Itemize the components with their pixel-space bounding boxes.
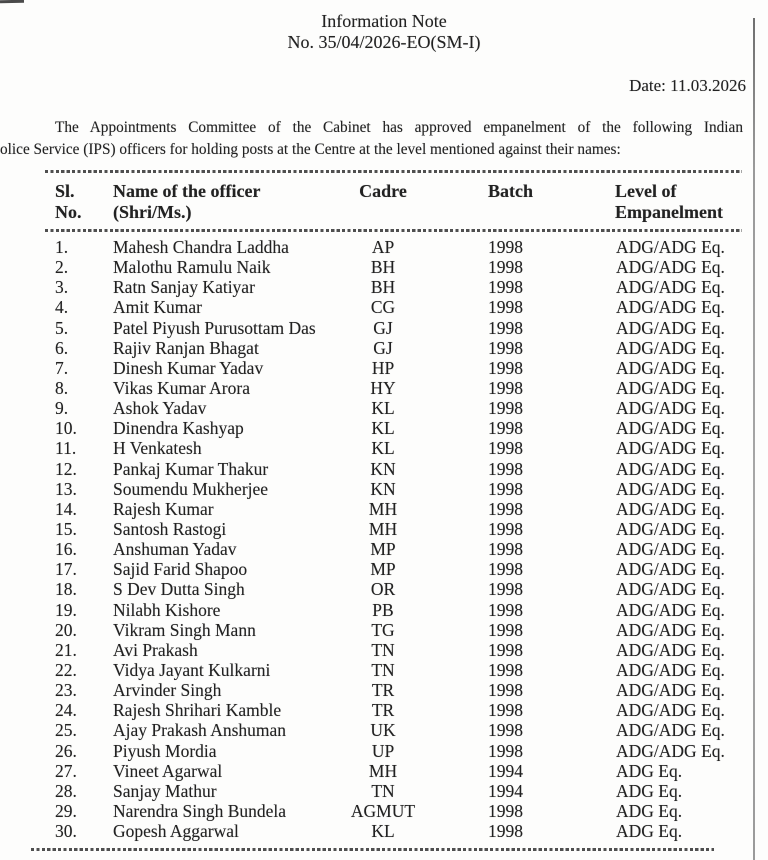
header-sl-line1: Sl. bbox=[55, 181, 75, 201]
row-officer-name: Vikas Kumar Arora bbox=[113, 377, 250, 398]
row-batch: 1998 bbox=[488, 478, 523, 499]
row-empanelment-level: ADG/ADG Eq. bbox=[616, 317, 725, 338]
table-row bbox=[0, 640, 768, 660]
row-cadre: TG bbox=[371, 619, 395, 640]
row-batch: 1998 bbox=[488, 257, 523, 278]
table-row bbox=[0, 479, 768, 499]
row-cadre: AGMUT bbox=[350, 800, 416, 821]
row-cadre: HY bbox=[370, 377, 396, 398]
row-empanelment-level: ADG/ADG Eq. bbox=[616, 297, 725, 318]
row-sl-no: 16. bbox=[55, 539, 77, 560]
table-row bbox=[0, 257, 768, 277]
row-sl-no: 6. bbox=[55, 337, 69, 358]
row-empanelment-level: ADG/ADG Eq. bbox=[616, 599, 725, 620]
row-cadre: TN bbox=[371, 780, 395, 801]
row-batch: 1998 bbox=[488, 700, 523, 721]
row-empanelment-level: ADG/ADG Eq. bbox=[616, 398, 725, 419]
row-batch: 1998 bbox=[488, 357, 523, 378]
row-empanelment-level: ADG/ADG Eq. bbox=[616, 257, 725, 278]
row-officer-name: Malothu Ramulu Naik bbox=[113, 257, 271, 278]
row-empanelment-level: ADG/ADG Eq. bbox=[616, 478, 725, 499]
row-empanelment-level: ADG/ADG Eq. bbox=[616, 458, 725, 479]
row-officer-name: Pankaj Kumar Thakur bbox=[113, 458, 269, 479]
document-date: Date: 11.03.2026 bbox=[629, 76, 746, 95]
row-cadre: MH bbox=[368, 760, 398, 781]
row-sl-no: 7. bbox=[55, 357, 69, 378]
row-officer-name: Narendra Singh Bundela bbox=[113, 800, 287, 821]
row-sl-no: 22. bbox=[55, 659, 77, 680]
row-cadre: AP bbox=[371, 237, 395, 257]
row-sl-no: 13. bbox=[55, 478, 77, 499]
row-cadre: MP bbox=[370, 559, 396, 580]
row-batch: 1994 bbox=[488, 760, 523, 781]
table-row bbox=[0, 559, 768, 579]
row-cadre: HP bbox=[371, 357, 395, 378]
row-sl-no: 28. bbox=[55, 780, 77, 801]
row-empanelment-level: ADG/ADG Eq. bbox=[616, 619, 725, 640]
row-sl-no: 17. bbox=[55, 559, 77, 580]
row-sl-no: 11. bbox=[55, 438, 77, 459]
row-sl-no: 26. bbox=[55, 740, 77, 761]
row-cadre: TN bbox=[371, 639, 395, 660]
row-batch: 1998 bbox=[488, 639, 523, 660]
row-sl-no: 10. bbox=[55, 418, 77, 439]
row-batch: 1998 bbox=[488, 821, 523, 842]
row-batch: 1998 bbox=[488, 518, 523, 539]
row-cadre: PB bbox=[372, 599, 394, 620]
header-sl-no bbox=[55, 181, 82, 223]
row-sl-no: 25. bbox=[55, 720, 77, 741]
row-empanelment-level: ADG/ADG Eq. bbox=[616, 680, 725, 701]
row-sl-no: 12. bbox=[55, 458, 77, 479]
row-cadre: MH bbox=[368, 498, 398, 519]
scan-artifact-top-left bbox=[0, 0, 24, 3]
row-officer-name: Vidya Jayant Kulkarni bbox=[113, 659, 271, 680]
table-row bbox=[0, 438, 768, 458]
row-officer-name: Amit Kumar bbox=[113, 297, 202, 318]
row-officer-name: Patel Piyush Purusottam Das bbox=[113, 317, 316, 338]
row-batch: 1998 bbox=[488, 398, 523, 419]
header-batch: Batch bbox=[488, 181, 533, 201]
row-cadre: GJ bbox=[373, 317, 393, 338]
row-sl-no: 5. bbox=[55, 317, 69, 338]
table-row bbox=[0, 620, 768, 640]
header-level-line2: Empanelment bbox=[615, 202, 723, 222]
table-row bbox=[0, 781, 768, 801]
row-cadre: MH bbox=[368, 518, 398, 539]
row-batch: 1998 bbox=[488, 599, 523, 620]
row-officer-name: Sanjay Mathur bbox=[113, 780, 217, 801]
row-sl-no: 27. bbox=[55, 760, 77, 781]
table-row bbox=[0, 277, 768, 297]
row-empanelment-level: ADG Eq. bbox=[616, 821, 683, 842]
table-row bbox=[0, 499, 768, 519]
row-sl-no: 30. bbox=[55, 821, 77, 842]
row-cadre: CG bbox=[370, 297, 396, 318]
table-row bbox=[0, 821, 768, 841]
row-cadre: UP bbox=[371, 740, 395, 761]
row-officer-name: Dinendra Kashyap bbox=[113, 418, 244, 439]
header-name-line1: Name of the officer bbox=[113, 181, 261, 201]
row-batch: 1998 bbox=[488, 539, 523, 560]
row-cadre: BH bbox=[370, 277, 396, 298]
row-officer-name: Arvinder Singh bbox=[113, 680, 222, 701]
row-officer-name: Avi Prakash bbox=[113, 639, 198, 660]
row-officer-name: Rajesh Kumar bbox=[113, 498, 214, 519]
header-name bbox=[113, 181, 260, 223]
row-empanelment-level: ADG Eq. bbox=[616, 780, 683, 801]
table-row bbox=[0, 418, 768, 438]
row-empanelment-level: ADG/ADG Eq. bbox=[616, 438, 725, 459]
row-batch: 1998 bbox=[488, 579, 523, 600]
row-sl-no: 1. bbox=[55, 237, 69, 257]
row-officer-name: Ajay Prakash Anshuman bbox=[113, 720, 287, 741]
row-officer-name: Rajesh Shrihari Kamble bbox=[113, 700, 282, 721]
row-empanelment-level: ADG/ADG Eq. bbox=[616, 237, 725, 257]
row-batch: 1994 bbox=[488, 780, 523, 801]
row-batch: 1998 bbox=[488, 559, 523, 580]
table-row bbox=[0, 378, 768, 398]
row-cadre: TR bbox=[371, 700, 395, 721]
table-row bbox=[0, 318, 768, 338]
row-cadre: KN bbox=[370, 458, 396, 479]
table-row bbox=[0, 801, 768, 821]
row-sl-no: 3. bbox=[55, 277, 69, 298]
row-cadre: KN bbox=[370, 478, 396, 499]
row-officer-name: Mahesh Chandra Laddha bbox=[113, 237, 289, 257]
table-row bbox=[0, 519, 768, 539]
row-empanelment-level: ADG Eq. bbox=[616, 800, 683, 821]
row-cadre: TN bbox=[371, 659, 395, 680]
row-cadre: OR bbox=[370, 579, 396, 600]
row-cadre: MP bbox=[370, 539, 396, 560]
row-batch: 1998 bbox=[488, 659, 523, 680]
row-officer-name: Dinesh Kumar Yadav bbox=[113, 357, 264, 378]
row-officer-name: Piyush Mordia bbox=[113, 740, 217, 761]
row-sl-no: 18. bbox=[55, 579, 77, 600]
row-cadre: KL bbox=[371, 418, 395, 439]
row-batch: 1998 bbox=[488, 438, 523, 459]
row-empanelment-level: ADG/ADG Eq. bbox=[616, 277, 725, 298]
row-batch: 1998 bbox=[488, 800, 523, 821]
row-empanelment-level: ADG/ADG Eq. bbox=[616, 498, 725, 519]
header-cadre: Cadre bbox=[359, 181, 407, 201]
row-officer-name: S Dev Dutta Singh bbox=[113, 579, 245, 600]
row-officer-name: Soumendu Mukherjee bbox=[113, 478, 269, 499]
row-cadre: KL bbox=[371, 398, 395, 419]
table-row bbox=[0, 297, 768, 317]
table-row bbox=[0, 358, 768, 378]
row-sl-no: 2. bbox=[55, 257, 69, 278]
document-title: Information Note bbox=[321, 11, 447, 31]
row-batch: 1998 bbox=[488, 720, 523, 741]
row-empanelment-level: ADG/ADG Eq. bbox=[616, 720, 725, 741]
row-empanelment-level: ADG Eq. bbox=[616, 760, 683, 781]
row-batch: 1998 bbox=[488, 458, 523, 479]
row-empanelment-level: ADG/ADG Eq. bbox=[616, 377, 725, 398]
row-batch: 1998 bbox=[488, 377, 523, 398]
header-name-line2: (Shri/Ms.) bbox=[113, 202, 192, 222]
intro-paragraph-line2: olice Service (IPS) officers for holding posts at the Centre at the level mentioned against their names: bbox=[0, 141, 621, 158]
row-sl-no: 14. bbox=[55, 498, 77, 519]
row-officer-name: Vineet Agarwal bbox=[113, 760, 223, 781]
row-sl-no: 8. bbox=[55, 377, 69, 398]
table-row bbox=[0, 600, 768, 620]
row-officer-name: Ratn Sanjay Katiyar bbox=[113, 277, 255, 298]
row-batch: 1998 bbox=[488, 297, 523, 318]
row-empanelment-level: ADG/ADG Eq. bbox=[616, 337, 725, 358]
row-batch: 1998 bbox=[488, 237, 523, 257]
row-empanelment-level: ADG/ADG Eq. bbox=[616, 518, 725, 539]
row-batch: 1998 bbox=[488, 418, 523, 439]
row-batch: 1998 bbox=[488, 619, 523, 640]
row-sl-no: 4. bbox=[55, 297, 69, 318]
row-empanelment-level: ADG/ADG Eq. bbox=[616, 659, 725, 680]
row-batch: 1998 bbox=[488, 498, 523, 519]
row-empanelment-level: ADG/ADG Eq. bbox=[616, 539, 725, 560]
row-sl-no: 29. bbox=[55, 800, 77, 821]
row-sl-no: 20. bbox=[55, 619, 77, 640]
row-officer-name: Vikram Singh Mann bbox=[113, 619, 256, 640]
header-level-line1: Level of bbox=[615, 181, 677, 201]
row-batch: 1998 bbox=[488, 337, 523, 358]
row-sl-no: 21. bbox=[55, 639, 77, 660]
row-officer-name: Rajiv Ranjan Bhagat bbox=[113, 337, 259, 358]
table-row bbox=[0, 398, 768, 418]
table-row bbox=[0, 539, 768, 559]
table-row bbox=[0, 700, 768, 720]
table-body bbox=[0, 237, 768, 841]
table-row bbox=[0, 660, 768, 680]
row-sl-no: 24. bbox=[55, 700, 77, 721]
row-cadre: KL bbox=[371, 438, 395, 459]
intro-paragraph-line1: The Appointments Committee of the Cabinet has approved empanelment of the following Indian bbox=[55, 119, 743, 136]
table-row bbox=[0, 761, 768, 781]
table-header-divider bbox=[45, 229, 742, 232]
document-number: No. 35/04/2026-EO(SM-I) bbox=[287, 32, 481, 52]
table-row bbox=[0, 338, 768, 358]
table-row bbox=[0, 680, 768, 700]
row-officer-name: H Venkatesh bbox=[113, 438, 202, 459]
row-empanelment-level: ADG/ADG Eq. bbox=[616, 639, 725, 660]
row-officer-name: Anshuman Yadav bbox=[113, 539, 237, 560]
table-bottom-divider bbox=[31, 848, 714, 851]
row-sl-no: 9. bbox=[55, 398, 69, 419]
header-sl-line2: No. bbox=[55, 202, 82, 222]
header-level bbox=[615, 181, 723, 223]
row-empanelment-level: ADG/ADG Eq. bbox=[616, 700, 725, 721]
row-batch: 1998 bbox=[488, 277, 523, 298]
row-empanelment-level: ADG/ADG Eq. bbox=[616, 579, 725, 600]
row-sl-no: 19. bbox=[55, 599, 77, 620]
row-officer-name: Gopesh Aggarwal bbox=[113, 821, 239, 842]
table-top-divider bbox=[45, 170, 742, 173]
row-cadre: KL bbox=[371, 821, 395, 842]
table-row bbox=[0, 237, 768, 257]
row-cadre: BH bbox=[370, 257, 396, 278]
row-officer-name: Santosh Rastogi bbox=[113, 518, 227, 539]
row-officer-name: Ashok Yadav bbox=[113, 398, 207, 419]
row-batch: 1998 bbox=[488, 680, 523, 701]
row-cadre: UK bbox=[370, 720, 396, 741]
row-empanelment-level: ADG/ADG Eq. bbox=[616, 740, 725, 761]
table-row bbox=[0, 741, 768, 761]
row-cadre: TR bbox=[371, 680, 395, 701]
table-row bbox=[0, 459, 768, 479]
row-officer-name: Sajid Farid Shapoo bbox=[113, 559, 248, 580]
table-row bbox=[0, 720, 768, 740]
table-row bbox=[0, 579, 768, 599]
row-batch: 1998 bbox=[488, 740, 523, 761]
row-batch: 1998 bbox=[488, 317, 523, 338]
row-cadre: GJ bbox=[373, 337, 393, 358]
row-empanelment-level: ADG/ADG Eq. bbox=[616, 559, 725, 580]
row-sl-no: 15. bbox=[55, 518, 77, 539]
row-sl-no: 23. bbox=[55, 680, 77, 701]
row-officer-name: Nilabh Kishore bbox=[113, 599, 221, 620]
row-empanelment-level: ADG/ADG Eq. bbox=[616, 418, 725, 439]
row-empanelment-level: ADG/ADG Eq. bbox=[616, 357, 725, 378]
